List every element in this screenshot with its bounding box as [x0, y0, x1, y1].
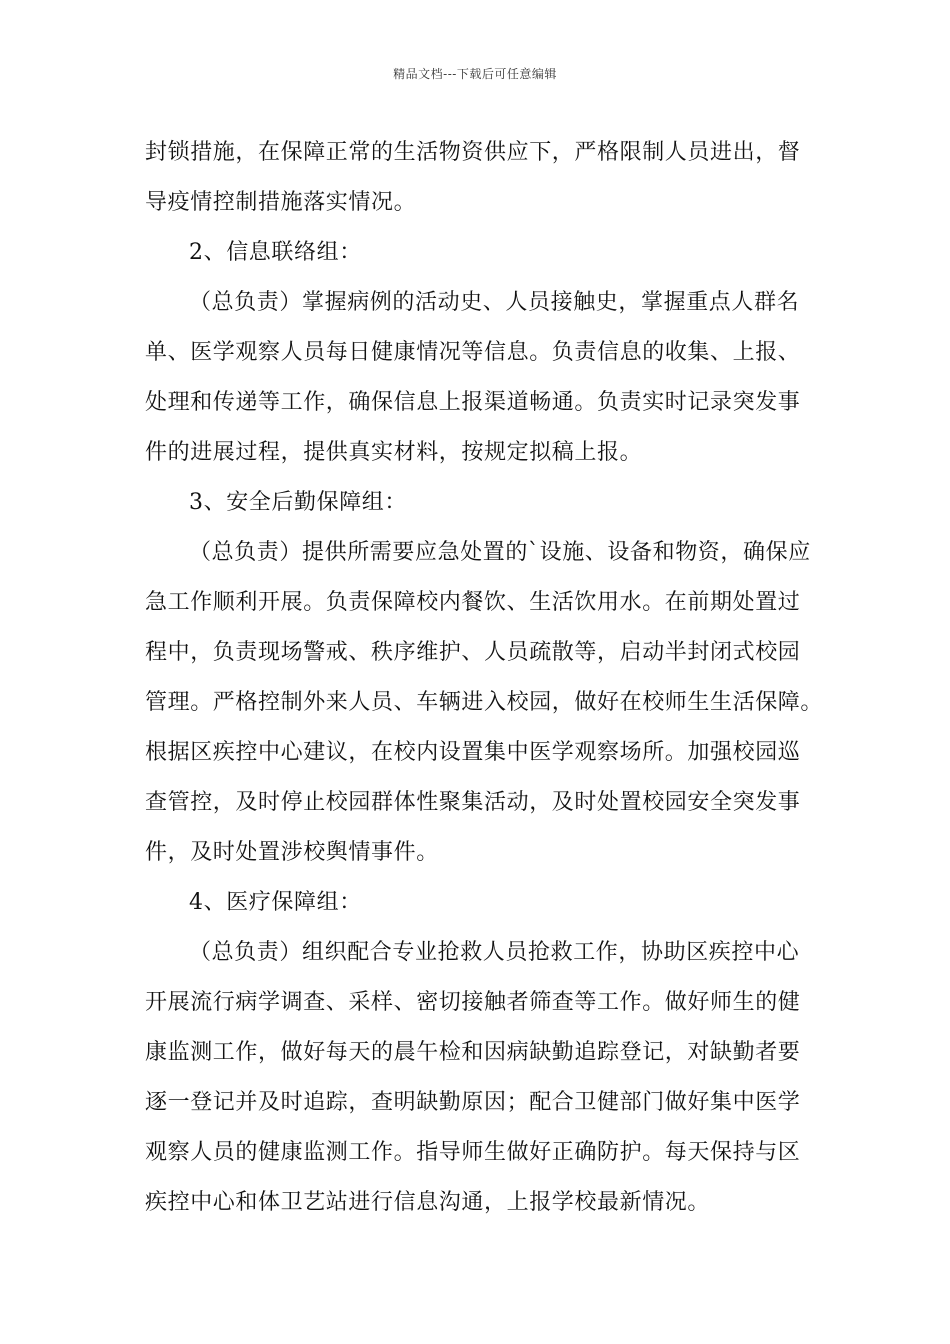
body-line: 查管控，及时停止校园群体性聚集活动，及时处置校园安全突发事 [145, 790, 801, 815]
body-line: 急工作顺利开展。负责保障校内餐饮、生活饮用水。在前期处置过 [145, 590, 801, 615]
body-line: 逐一登记并及时追踪，查明缺勤原因；配合卫健部门做好集中医学 [145, 1090, 801, 1115]
body-line: 件的进展过程，提供真实材料，按规定拟稿上报。 [145, 440, 643, 465]
body-line: 康监测工作，做好每天的晨午检和因病缺勤追踪登记，对缺勤者要 [145, 1040, 801, 1065]
body-line: 件，及时处置涉校舆情事件。 [145, 840, 439, 865]
body-line: 处理和传递等工作，确保信息上报渠道畅通。负责实时记录突发事 [145, 390, 801, 415]
section-heading: 3、安全后勤保障组： [189, 490, 407, 515]
body-line: 观察人员的健康监测工作。指导师生做好正确防护。每天保持与区 [145, 1140, 801, 1165]
body-line: 封锁措施，在保障正常的生活物资供应下，严格限制人员进出，督 [145, 140, 801, 165]
body-line: 管理。严格控制外来人员、车辆进入校园，做好在校师生生活保障。 [145, 690, 824, 715]
body-line: （总负责）组织配合专业抢救人员抢救工作，协助区疾控中心 [189, 940, 800, 965]
body-line: 开展流行病学调查、采样、密切接触者筛查等工作。做好师生的健 [145, 990, 801, 1015]
page-header: 精品文档---下载后可任意编辑 [393, 67, 557, 81]
document-body [145, 128, 825, 1228]
section-heading: 4、医疗保障组： [189, 890, 362, 915]
body-line: （总负责）掌握病例的活动史、人员接触史，掌握重点人群名 [189, 290, 800, 315]
body-line: （总负责）提供所需要应急处置的`设施、设备和物资，确保应 [189, 540, 811, 565]
body-line: 单、医学观察人员每日健康情况等信息。负责信息的收集、上报、 [145, 340, 801, 365]
body-line: 导疫情控制措施落实情况。 [145, 190, 417, 215]
body-line: 程中，负责现场警戒、秩序维护、人员疏散等，启动半封闭式校园 [145, 640, 801, 665]
section-heading: 2、信息联络组： [189, 240, 362, 265]
body-line: 疾控中心和体卫艺站进行信息沟通，上报学校最新情况。 [145, 1190, 711, 1215]
body-line: 根据区疾控中心建议，在校内设置集中医学观察场所。加强校园巡 [145, 740, 801, 765]
